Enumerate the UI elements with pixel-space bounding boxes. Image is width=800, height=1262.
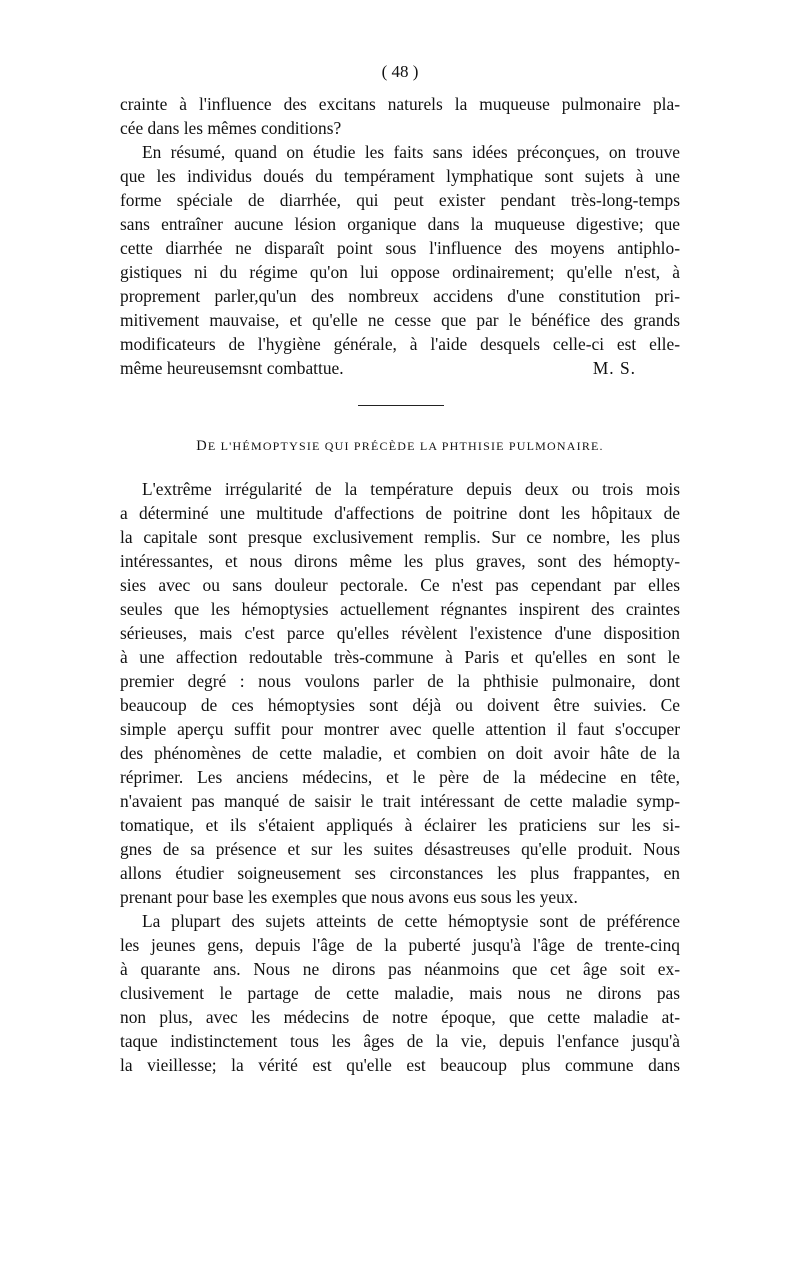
- paragraph-hemoptysie-intro: [120, 477, 680, 909]
- text-line: cette diarrhée ne disparaît point sous l'influence des moyens antiphlo-: [120, 238, 680, 258]
- text-line: L'extrême irrégularité de la température depuis deux ou trois mois: [142, 479, 680, 499]
- page-number: ( 48 ): [381, 62, 419, 81]
- text-line: sies avec ou sans douleur pectorale. Ce n'est pas cependant par elles: [120, 575, 680, 595]
- text-line: forme spéciale de diarrhée, qui peut exister pendant très-long-temps: [120, 190, 680, 210]
- text-line: tomatique, et ils s'étaient appliqués à éclairer les praticiens sur les si-: [120, 815, 680, 835]
- text-line: clusivement le partage de cette maladie, mais nous ne dirons pas: [120, 983, 680, 1003]
- author-signature: M. S.: [592, 358, 636, 378]
- section-divider: [358, 405, 444, 406]
- closing-line: [120, 356, 680, 380]
- heading-article: E L': [207, 439, 233, 453]
- text-line: réprimer. Les anciens médecins, et le père de la médecine en tête,: [120, 767, 680, 787]
- text-line: n'avaient pas manqué de saisir le trait intéressant de cette maladie symp-: [120, 791, 680, 811]
- text-line: la vieillesse; la vérité est qu'elle est beaucoup plus commune dans: [120, 1055, 680, 1075]
- text-line: simple aperçu suffit pour montrer avec quelle attention il faut s'occuper: [120, 719, 680, 739]
- text-line: allons étudier soigneusement ses circonstances les plus frappantes, en: [120, 863, 680, 883]
- text-line: la capitale sont presque exclusivement remplis. Sur ce nombre, les plus: [120, 527, 680, 547]
- text-line: des phénomènes de cette maladie, et combien on doit avoir hâte de la: [120, 743, 680, 763]
- heading-initial: D: [196, 438, 208, 454]
- text-line: à une affection redoutable très-commune à Paris et qu'elles en sont le: [120, 647, 680, 667]
- text-line: En résumé, quand on étudie les faits sans idées préconçues, on trouve: [142, 142, 680, 162]
- article-heading: [120, 438, 680, 455]
- text-line: La plupart des sujets atteints de cette hémoptysie sont de préférence: [142, 911, 680, 931]
- paragraph-hemoptysie-age: [120, 909, 680, 1077]
- text-line: gnes de sa présence et sur les suites désastreuses qu'elle produit. Nous: [120, 839, 680, 859]
- text-line: les jeunes gens, depuis l'âge de la puberté jusqu'à l'âge de trente-cinq: [120, 935, 680, 955]
- paragraph-previous-article: [120, 92, 680, 380]
- text-line: taque indistinctement tous les âges de la vie, depuis l'enfance jusqu'à: [120, 1031, 680, 1051]
- text-line: a déterminé une multitude d'affections de poitrine dont les hôpitaux de: [120, 503, 680, 523]
- text-line: gistiques ni du régime qu'on lui oppose ordinairement; qu'elle n'est, à: [120, 262, 680, 282]
- text-line: mitivement mauvaise, et qu'elle ne cesse que par le bénéfice des grands: [120, 310, 680, 330]
- text-line: seules que les hémoptysies actuellement régnantes inspirent des craintes: [120, 599, 680, 619]
- text-line: prenant pour base les exemples que nous avons eus sous les yeux.: [120, 887, 578, 907]
- text-line: sans entraîner aucune lésion organique dans la muqueuse digestive; que: [120, 214, 680, 234]
- text-line: premier degré : nous voulons parler de la phthisie pulmonaire, dont: [120, 671, 680, 691]
- text-line: à quarante ans. Nous ne dirons pas néanmoins que cet âge soit ex-: [120, 959, 680, 979]
- text-line: crainte à l'influence des excitans naturels la muqueuse pulmonaire pla-: [120, 94, 680, 114]
- text-line: non plus, avec les médecins de notre époque, que cette maladie at-: [120, 1007, 680, 1027]
- closing-text: même heureusemsnt combattue.: [120, 358, 344, 378]
- text-line: sérieuses, mais c'est parce qu'elles révèlent l'existence d'une disposition: [120, 623, 680, 643]
- text-line: proprement parler,qu'un des nombreux accidens d'une constitution pri-: [120, 286, 680, 306]
- text-line: cée dans les mêmes conditions?: [120, 118, 342, 138]
- text-line: que les individus doués du tempérament lymphatique sont sujets à une: [120, 166, 680, 186]
- text-line: modificateurs de l'hygiène générale, à l'aide desquels celle-ci est elle-: [120, 334, 680, 354]
- heading-title: HÉMOPTYSIE QUI PRÉCÈDE LA PHTHISIE PULMONAIRE.: [232, 439, 604, 453]
- text-line: beaucoup de ces hémoptysies sont déjà ou doivent être suivies. Ce: [120, 695, 680, 715]
- text-line: intéressantes, et nous dirons même les plus graves, sont des hémopty-: [120, 551, 680, 571]
